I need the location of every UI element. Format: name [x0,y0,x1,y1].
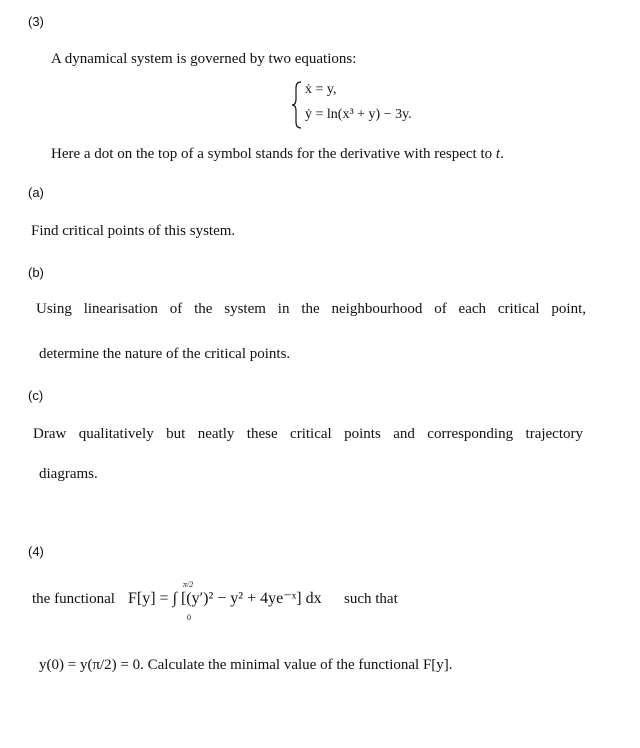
integral-lower-limit: 0 [187,613,191,622]
q3-note: Here a dot on the top of a symbol stands for the derivative with respect to t. [51,146,504,162]
q4-tail: such that [344,591,398,607]
equation-1: ẋ = y, [305,82,337,97]
functional-expression: F[y] = ∫ [(y′)² − y² + 4ye⁻ˣ] dx [128,590,322,607]
part-b-text-line1: Using linearisation of the system in the neighbourhood of each critical point, [36,301,586,317]
equation-2: ẏ = ln(x³ + y) − 3y. [305,107,412,122]
integral-upper-limit: π/2 [183,580,194,589]
part-b-text-line2: determine the nature of the critical points. [39,346,291,362]
part-a-text: Find critical points of this system. [31,223,236,239]
part-b-label: (b) [28,265,44,280]
q3-intro: A dynamical system is governed by two equations: [51,51,357,67]
part-c-label: (c) [28,388,44,403]
q4-condition: y(0) = y(π/2) = 0. Calculate the minimal value of the functional F[y]. [39,657,453,673]
functional-definition [32,580,432,624]
part-a-label: (a) [28,185,44,200]
left-brace-icon [291,80,303,130]
q4-lead: the functional [32,591,115,607]
question-number-3: (3) [28,14,44,29]
part-c-text-line2: diagrams. [39,466,98,482]
question-number-4: (4) [28,544,44,559]
part-c-text-line1: Draw qualitatively but neatly these critical points and corresponding trajectory [33,426,583,442]
equation-system [291,80,451,136]
